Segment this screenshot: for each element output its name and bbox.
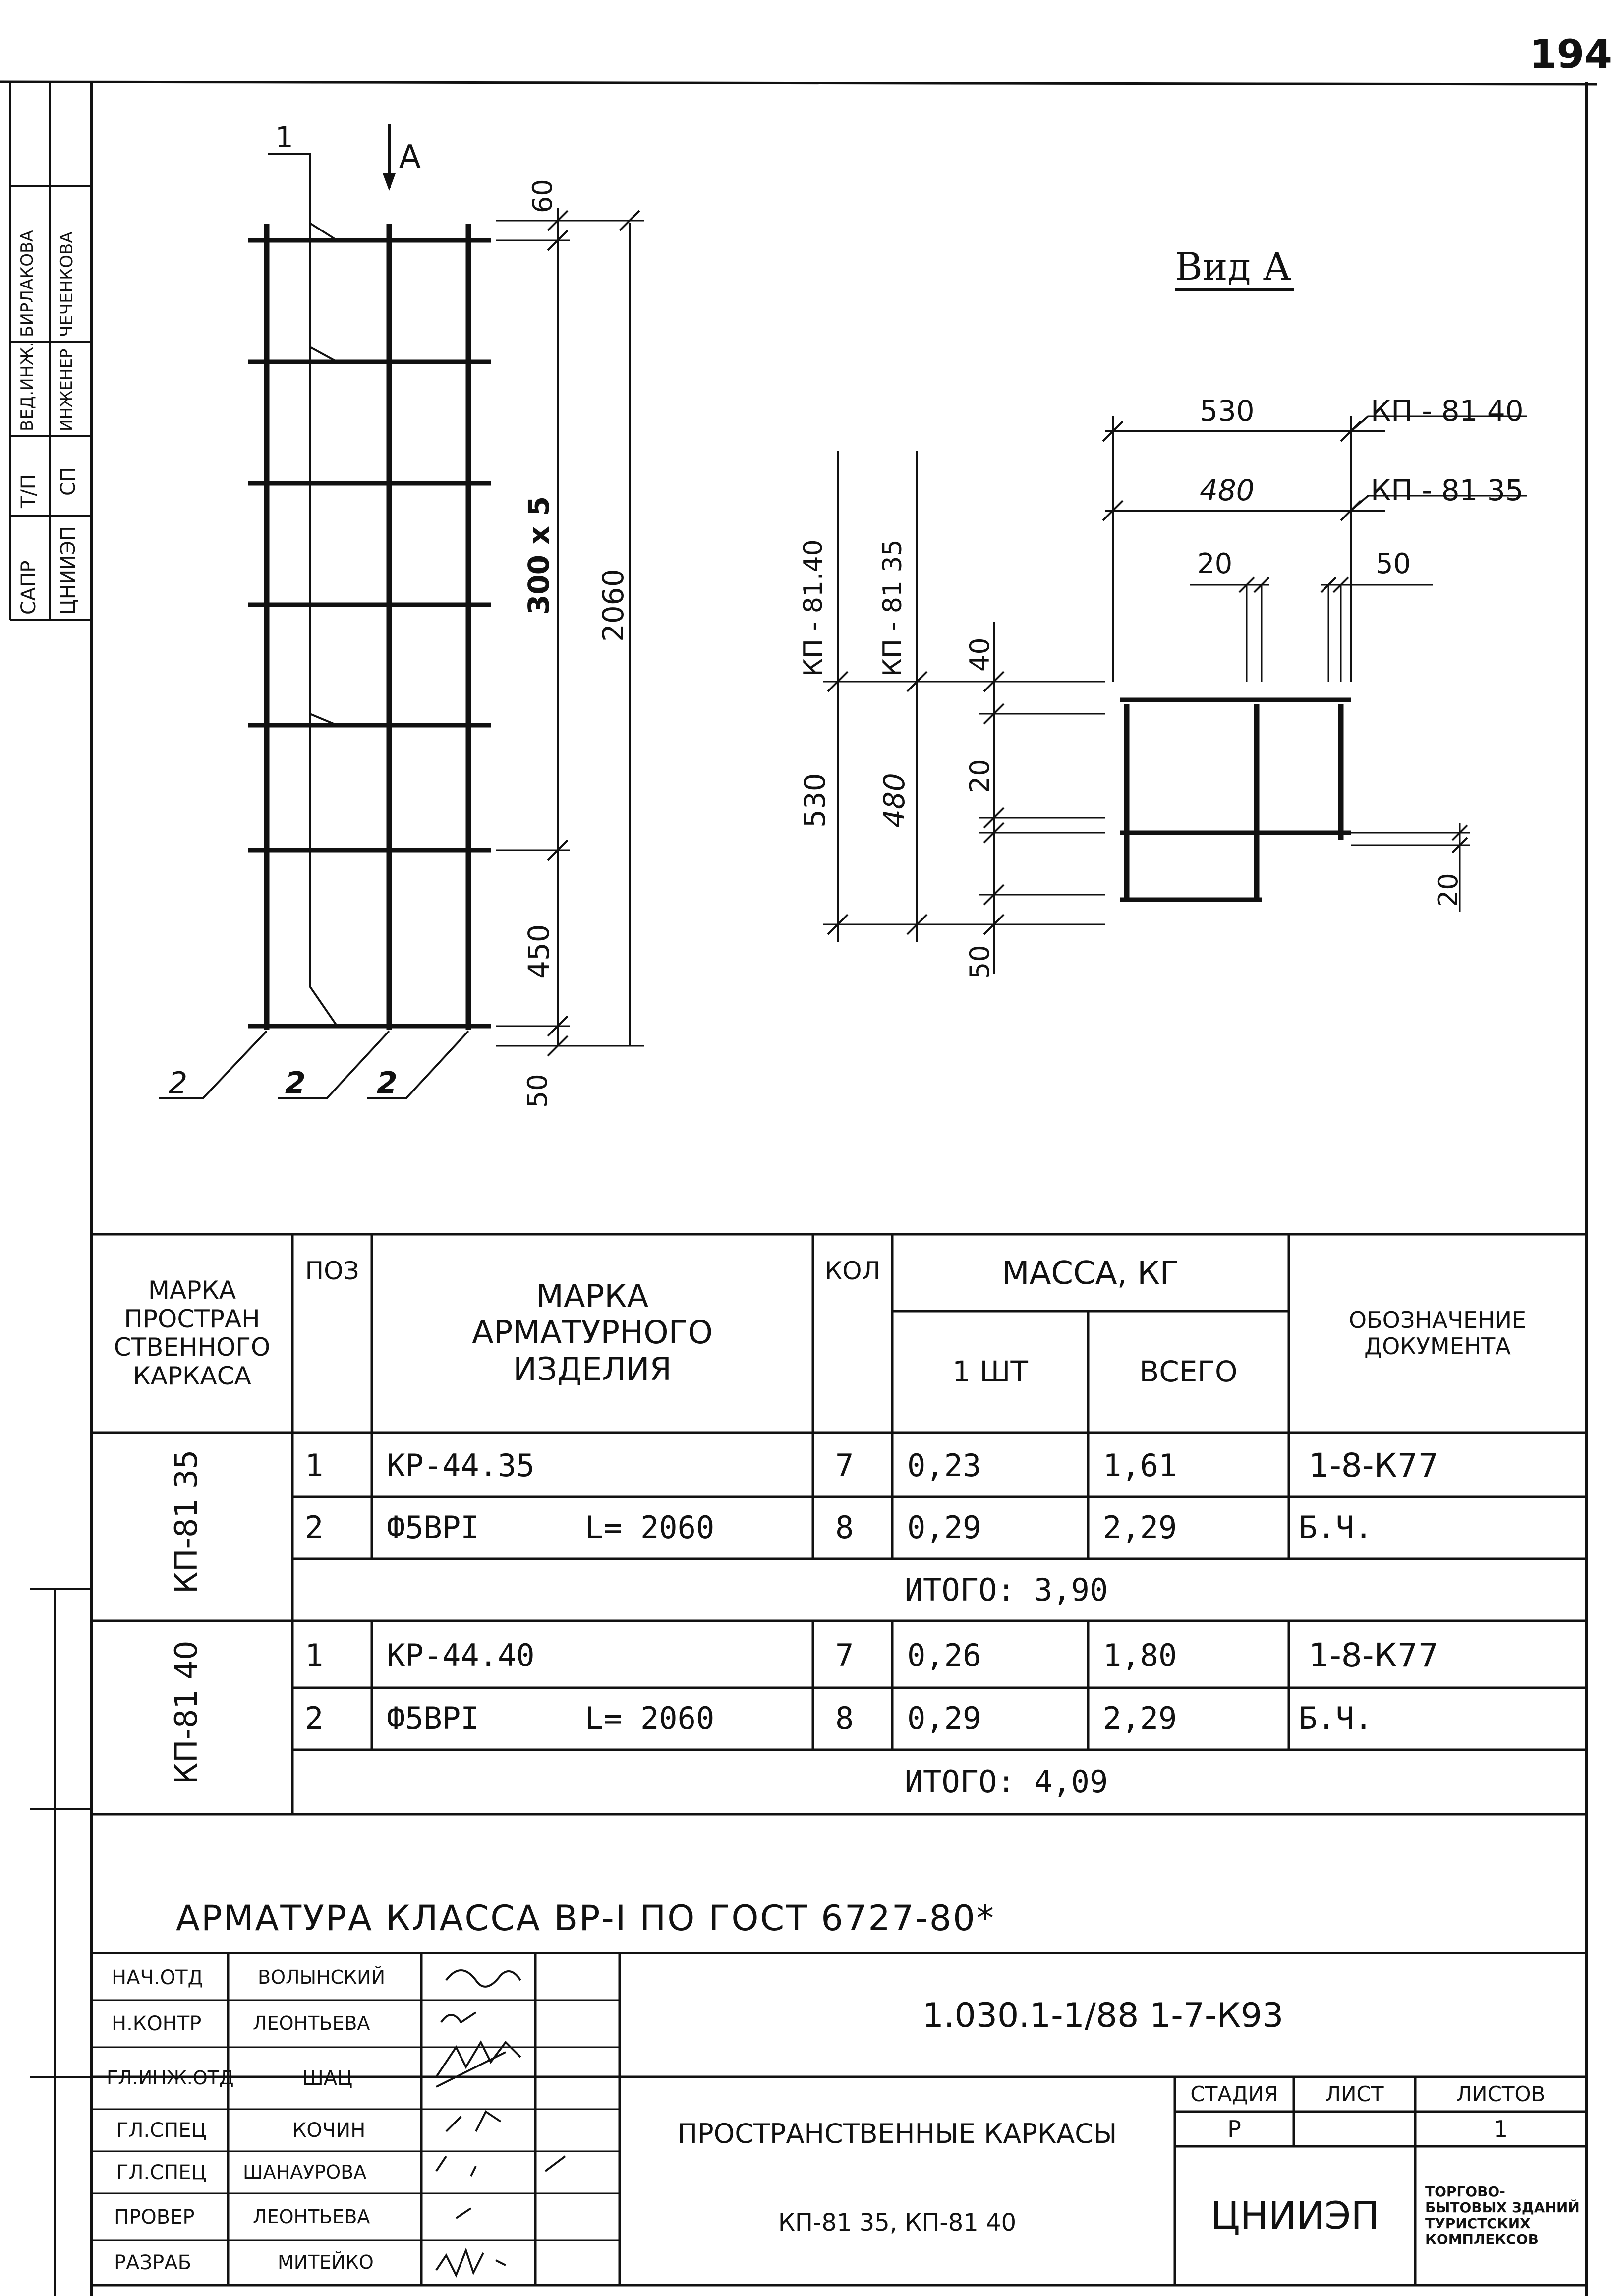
th-mark-frame: МАРКА ПРОСТРАН СТВЕННОГО КАРКАСА bbox=[114, 1276, 271, 1390]
g1-r2-one: 0,29 bbox=[907, 1509, 981, 1546]
dim-50: 50 bbox=[522, 1074, 553, 1108]
dim-60: 60 bbox=[527, 179, 558, 213]
strip-tp: Т/П bbox=[17, 474, 40, 508]
tb-sheets-value: 1 bbox=[1493, 2115, 1508, 2142]
strip-chechenkova: ЧЕЧЕНКОВА bbox=[57, 231, 77, 337]
pos-2-label-b: 2 bbox=[285, 1066, 306, 1100]
signatures bbox=[436, 1970, 565, 2275]
tb-sheet-label: ЛИСТ bbox=[1325, 2081, 1384, 2106]
strip-sp: СП bbox=[57, 466, 80, 496]
g1-r1-total: 1,61 bbox=[1103, 1447, 1177, 1484]
th-pos: ПОЗ bbox=[305, 1257, 359, 1286]
tb-role-6: ПРОВЕР bbox=[114, 2205, 195, 2229]
tb-name-3: ШАЦ bbox=[302, 2066, 353, 2090]
view-a-dim-40: 40 bbox=[964, 637, 995, 672]
g2-r1-one: 0,26 bbox=[907, 1637, 981, 1673]
g2-r2-pos: 2 bbox=[305, 1700, 324, 1737]
view-a-dim-530-top: 530 bbox=[1200, 394, 1255, 428]
g2-r2-len: L= 2060 bbox=[585, 1700, 715, 1737]
strip-cniiep: ЦНИИЭП bbox=[57, 526, 80, 615]
view-a-kp8135-side: КП - 81 35 bbox=[878, 539, 908, 677]
tb-doc-code: 1.030.1-1/88 1-7-К93 bbox=[922, 1996, 1284, 2036]
tb-subtitle: КП-81 35, КП-81 40 bbox=[778, 2209, 1017, 2237]
callout-pos-1: 1 bbox=[275, 120, 293, 154]
tb-name-5: ШАНАУРОВА bbox=[243, 2161, 367, 2183]
view-a-kp8140-top: КП - 81 40 bbox=[1371, 394, 1524, 428]
tb-stage-label: СТАДИЯ bbox=[1190, 2081, 1278, 2106]
g1-r2-len: L= 2060 bbox=[585, 1509, 715, 1546]
g2-total: ИТОГО: 4,09 bbox=[904, 1764, 1108, 1800]
view-a-dim-530-side: 530 bbox=[798, 773, 832, 828]
tb-role-5: ГЛ.СПЕЦ bbox=[116, 2161, 207, 2184]
dim-300x5: 300 x 5 bbox=[522, 496, 556, 615]
strip-birlakova: БИРЛАКОВА bbox=[17, 230, 37, 337]
g2-r2-total: 2,29 bbox=[1103, 1700, 1177, 1737]
view-a-dim-20-side: 20 bbox=[964, 759, 995, 793]
tb-name-7: МИТЕЙКО bbox=[278, 2251, 374, 2274]
g1-r2-total: 2,29 bbox=[1103, 1509, 1177, 1546]
tb-org-note: ТОРГОВО-БЫТОВЫХ ЗДАНИЙ ТУРИСТСКИХ КОМПЛЕКСОВ bbox=[1425, 2183, 1580, 2248]
tb-name-1: ВОЛЫНСКИЙ bbox=[258, 1966, 386, 1989]
g2-r2-doc: Б.Ч. bbox=[1299, 1700, 1373, 1737]
g2-r1-item: КР-44.40 bbox=[387, 1637, 535, 1673]
view-a-title: Вид А bbox=[1175, 244, 1292, 288]
pos-2-label-c: 2 bbox=[377, 1066, 398, 1100]
g2-r2-qty: 8 bbox=[835, 1700, 854, 1737]
g1-r2-pos: 2 bbox=[305, 1509, 324, 1546]
tb-name-2: ЛЕОНТЬЕВА bbox=[253, 2012, 370, 2034]
dim-450: 450 bbox=[522, 924, 556, 979]
g1-r2-qty: 8 bbox=[835, 1509, 854, 1546]
section-arrow-label: А bbox=[399, 139, 421, 175]
dim-2060: 2060 bbox=[596, 569, 630, 642]
page-number: 194 bbox=[1529, 31, 1612, 77]
view-a-dim-20-top: 20 bbox=[1197, 548, 1233, 580]
tb-role-2: Н.КОНТР bbox=[112, 2012, 202, 2035]
g1-r1-doc: 1-8-К77 bbox=[1309, 1446, 1439, 1485]
view-a-dim-20-right: 20 bbox=[1433, 873, 1464, 907]
frame-mark-kp8135: КП-81 35 bbox=[168, 1449, 204, 1594]
g1-total: ИТОГО: 3,90 bbox=[904, 1571, 1108, 1608]
tb-name-4: КОЧИН bbox=[292, 2119, 366, 2142]
reinforcement-note: АРМАТУРА КЛАССА ВР-I ПО ГОСТ 6727-80* bbox=[176, 1898, 995, 1939]
tb-role-4: ГЛ.СПЕЦ bbox=[116, 2119, 207, 2142]
g1-r2-item: Ф5ВРI bbox=[387, 1509, 479, 1546]
g1-r1-item: КР-44.35 bbox=[387, 1447, 535, 1484]
view-a-dim-480-top: 480 bbox=[1200, 473, 1255, 507]
th-mass: МАССА, КГ bbox=[1002, 1255, 1179, 1292]
th-mark-item: МАРКА АРМАТУРНОГО ИЗДЕЛИЯ bbox=[472, 1278, 713, 1388]
g2-r2-item: Ф5ВРI bbox=[387, 1700, 479, 1737]
tb-sheet-value bbox=[1294, 2112, 1415, 2146]
pos-2-label-a: 2 bbox=[169, 1066, 188, 1100]
g1-r1-one: 0,23 bbox=[907, 1447, 981, 1484]
view-a-dim-50-side: 50 bbox=[964, 945, 995, 979]
th-qty: КОЛ bbox=[824, 1257, 881, 1286]
tb-role-3: ГЛ.ИНЖ.ОТД bbox=[107, 2066, 234, 2089]
th-mass-one: 1 ШТ bbox=[952, 1355, 1028, 1389]
g2-r1-qty: 7 bbox=[835, 1637, 854, 1673]
g2-r1-doc: 1-8-К77 bbox=[1309, 1636, 1439, 1674]
th-mass-total: ВСЕГО bbox=[1139, 1355, 1238, 1389]
tb-org: ЦНИИЭП bbox=[1210, 2193, 1380, 2238]
tb-role-1: НАЧ.ОТД bbox=[112, 1966, 203, 1989]
g1-r1-pos: 1 bbox=[305, 1447, 324, 1484]
tb-title: ПРОСТРАНСТВЕННЫЕ КАРКАСЫ bbox=[677, 2118, 1117, 2149]
g2-r1-total: 1,80 bbox=[1103, 1637, 1177, 1673]
tb-role-7: РАЗРАБ bbox=[114, 2251, 192, 2274]
tb-stage-value: Р bbox=[1227, 2115, 1241, 2142]
tb-name-6: ЛЕОНТЬЕВА bbox=[253, 2205, 370, 2228]
strip-sapr: САПР bbox=[17, 560, 40, 615]
strip-ved-inzh: ВЕД.ИНЖ. bbox=[17, 342, 37, 431]
g1-r2-doc: Б.Ч. bbox=[1299, 1509, 1373, 1546]
g1-r1-qty: 7 bbox=[835, 1447, 854, 1484]
th-doc: ОБОЗНАЧЕНИЕ ДОКУМЕНТА bbox=[1348, 1307, 1527, 1360]
view-a-kp8135-top: КП - 81 35 bbox=[1371, 473, 1524, 507]
view-a-dim-480-side: 480 bbox=[877, 773, 911, 828]
strip-inzhener: ИНЖЕНЕР bbox=[57, 348, 76, 431]
g2-r1-pos: 1 bbox=[305, 1637, 324, 1673]
view-a-dim-50-top: 50 bbox=[1376, 548, 1411, 580]
frame-mark-kp8140: КП-81 40 bbox=[168, 1640, 204, 1784]
view-a-kp8140-side: КП - 81.40 bbox=[799, 539, 828, 677]
g2-r2-one: 0,29 bbox=[907, 1700, 981, 1737]
tb-sheets-label: ЛИСТОВ bbox=[1456, 2081, 1546, 2106]
